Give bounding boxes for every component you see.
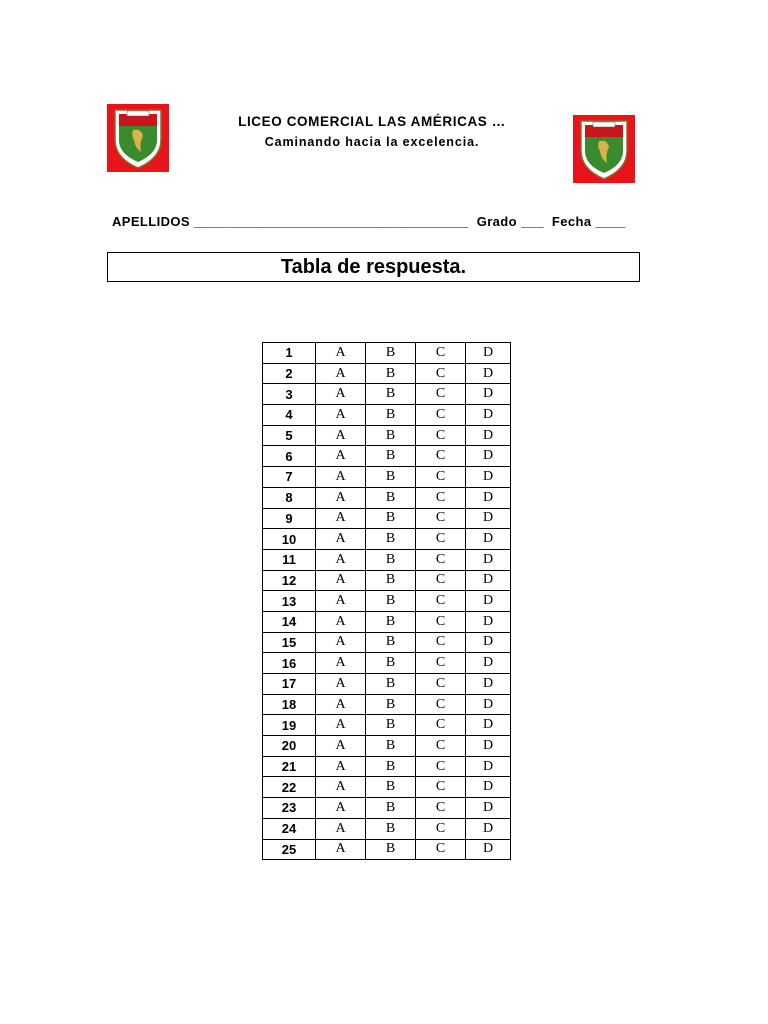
answer-option-c[interactable]: C (416, 487, 466, 508)
answer-option-c[interactable]: C (416, 363, 466, 384)
answer-option-c[interactable]: C (416, 591, 466, 612)
answer-option-a[interactable]: A (316, 570, 366, 591)
answer-option-c[interactable]: C (416, 425, 466, 446)
answer-option-d[interactable]: D (466, 487, 511, 508)
answer-option-d[interactable]: D (466, 715, 511, 736)
answer-option-a[interactable]: A (316, 756, 366, 777)
answer-option-d[interactable]: D (466, 508, 511, 529)
answer-option-d[interactable]: D (466, 384, 511, 405)
table-row (263, 446, 511, 467)
school-name: LICEO COMERCIAL LAS AMÉRICAS … (238, 114, 506, 129)
answer-option-d[interactable]: D (466, 798, 511, 819)
answer-option-d[interactable]: D (466, 405, 511, 426)
question-number: 3 (263, 384, 316, 405)
answer-option-b[interactable]: B (366, 446, 416, 467)
answer-option-a[interactable]: A (316, 549, 366, 570)
answer-option-b[interactable]: B (366, 798, 416, 819)
answer-option-b[interactable]: B (366, 632, 416, 653)
answer-option-b[interactable]: B (366, 694, 416, 715)
page-title: Tabla de respuesta. (280, 255, 467, 278)
answer-option-a[interactable]: A (316, 425, 366, 446)
answer-option-a[interactable]: A (316, 674, 366, 695)
answer-option-d[interactable]: D (466, 653, 511, 674)
answer-option-a[interactable]: A (316, 611, 366, 632)
table-row (263, 736, 511, 757)
answer-option-a[interactable]: A (316, 363, 366, 384)
question-number: 16 (263, 653, 316, 674)
answer-option-c[interactable]: C (416, 736, 466, 757)
question-number: 9 (263, 508, 316, 529)
answer-option-d[interactable]: D (466, 777, 511, 798)
answer-option-d[interactable]: D (466, 549, 511, 570)
answer-option-d[interactable]: D (466, 591, 511, 612)
table-row (263, 839, 511, 860)
table-row (263, 425, 511, 446)
answer-option-d[interactable]: D (466, 756, 511, 777)
answer-option-c[interactable]: C (416, 549, 466, 570)
answer-option-a[interactable]: A (316, 467, 366, 488)
answer-option-d[interactable]: D (466, 674, 511, 695)
answer-option-a[interactable]: A (316, 632, 366, 653)
answer-option-c[interactable]: C (416, 653, 466, 674)
answer-option-b[interactable]: B (366, 715, 416, 736)
answer-option-d[interactable]: D (466, 694, 511, 715)
question-number: 5 (263, 425, 316, 446)
question-number: 20 (263, 736, 316, 757)
answer-option-b[interactable]: B (366, 839, 416, 860)
question-number: 1 (263, 343, 316, 364)
answer-option-c[interactable]: C (416, 570, 466, 591)
question-number: 7 (263, 467, 316, 488)
answer-option-c[interactable]: C (416, 715, 466, 736)
answer-option-b[interactable]: B (366, 363, 416, 384)
answer-option-c[interactable]: C (416, 818, 466, 839)
answer-option-b[interactable]: B (366, 508, 416, 529)
answer-option-c[interactable]: C (416, 405, 466, 426)
answer-option-b[interactable]: B (366, 611, 416, 632)
answer-option-c[interactable]: C (416, 798, 466, 819)
answer-option-b[interactable]: B (366, 343, 416, 364)
answer-option-c[interactable]: C (416, 384, 466, 405)
answer-option-a[interactable]: A (316, 777, 366, 798)
answer-option-d[interactable]: D (466, 467, 511, 488)
question-number: 12 (263, 570, 316, 591)
table-row (263, 694, 511, 715)
question-number: 24 (263, 818, 316, 839)
question-number: 15 (263, 632, 316, 653)
question-number: 18 (263, 694, 316, 715)
answer-option-d[interactable]: D (466, 632, 511, 653)
answer-option-d[interactable]: D (466, 570, 511, 591)
answer-option-c[interactable]: C (416, 467, 466, 488)
answer-option-b[interactable]: B (366, 818, 416, 839)
answer-option-d[interactable]: D (466, 529, 511, 550)
question-number: 21 (263, 756, 316, 777)
answer-option-b[interactable]: B (366, 736, 416, 757)
answer-option-b[interactable]: B (366, 384, 416, 405)
question-number: 8 (263, 487, 316, 508)
answer-option-c[interactable]: C (416, 343, 466, 364)
answer-option-a[interactable]: A (316, 818, 366, 839)
question-number: 2 (263, 363, 316, 384)
answer-table-title-box (107, 252, 640, 282)
table-row (263, 384, 511, 405)
question-number: 23 (263, 798, 316, 819)
answer-option-a[interactable]: A (316, 487, 366, 508)
question-number: 22 (263, 777, 316, 798)
answer-option-d[interactable]: D (466, 736, 511, 757)
answer-option-b[interactable]: B (366, 467, 416, 488)
answer-option-b[interactable]: B (366, 425, 416, 446)
answer-option-d[interactable]: D (466, 446, 511, 467)
answer-option-a[interactable]: A (316, 405, 366, 426)
answer-option-b[interactable]: B (366, 570, 416, 591)
answer-option-c[interactable]: C (416, 508, 466, 529)
answer-option-a[interactable]: A (316, 343, 366, 364)
table-row (263, 405, 511, 426)
table-row (263, 570, 511, 591)
answer-option-b[interactable]: B (366, 674, 416, 695)
table-row (263, 756, 511, 777)
question-number: 17 (263, 674, 316, 695)
table-row (263, 632, 511, 653)
answer-option-a[interactable]: A (316, 591, 366, 612)
answer-option-a[interactable]: A (316, 715, 366, 736)
answer-table (262, 342, 511, 860)
table-row (263, 611, 511, 632)
answer-option-a[interactable]: A (316, 529, 366, 550)
answer-option-d[interactable]: D (466, 611, 511, 632)
question-number: 19 (263, 715, 316, 736)
answer-option-c[interactable]: C (416, 529, 466, 550)
table-row (263, 798, 511, 819)
answer-option-b[interactable]: B (366, 756, 416, 777)
answer-option-a[interactable]: A (316, 653, 366, 674)
school-motto: Caminando hacia la excelencia. (264, 135, 480, 149)
question-number: 13 (263, 591, 316, 612)
table-row (263, 591, 511, 612)
table-row (263, 674, 511, 695)
answer-option-c[interactable]: C (416, 694, 466, 715)
answer-option-b[interactable]: B (366, 487, 416, 508)
answer-option-c[interactable]: C (416, 632, 466, 653)
answer-option-b[interactable]: B (366, 777, 416, 798)
table-row (263, 653, 511, 674)
table-row (263, 363, 511, 384)
answer-option-b[interactable]: B (366, 529, 416, 550)
answer-option-c[interactable]: C (416, 777, 466, 798)
answer-option-d[interactable]: D (466, 839, 511, 860)
question-number: 14 (263, 611, 316, 632)
table-row (263, 343, 511, 364)
table-row (263, 487, 511, 508)
answer-option-a[interactable]: A (316, 694, 366, 715)
table-row (263, 529, 511, 550)
answer-option-c[interactable]: C (416, 674, 466, 695)
table-row (263, 508, 511, 529)
answer-option-d[interactable]: D (466, 818, 511, 839)
table-row (263, 467, 511, 488)
answer-option-a[interactable]: A (316, 384, 366, 405)
answer-option-a[interactable]: A (316, 446, 366, 467)
question-number: 4 (263, 405, 316, 426)
table-row (263, 818, 511, 839)
question-number: 25 (263, 839, 316, 860)
answer-option-d[interactable]: D (466, 363, 511, 384)
table-row (263, 777, 511, 798)
answer-option-b[interactable]: B (366, 653, 416, 674)
answer-option-d[interactable]: D (466, 425, 511, 446)
answer-option-d[interactable]: D (466, 343, 511, 364)
table-row (263, 715, 511, 736)
answer-option-a[interactable]: A (316, 839, 366, 860)
question-number: 11 (263, 549, 316, 570)
question-number: 6 (263, 446, 316, 467)
answer-option-a[interactable]: A (316, 798, 366, 819)
student-info-line: APELLIDOS ____________________________________ Grado ___ Fecha ____ (112, 214, 627, 229)
answer-option-b[interactable]: B (366, 549, 416, 570)
answer-option-a[interactable]: A (316, 508, 366, 529)
answer-option-b[interactable]: B (366, 405, 416, 426)
answer-option-a[interactable]: A (316, 736, 366, 757)
answer-option-c[interactable]: C (416, 446, 466, 467)
answer-option-c[interactable]: C (416, 611, 466, 632)
table-row (263, 549, 511, 570)
answer-option-c[interactable]: C (416, 839, 466, 860)
answer-option-c[interactable]: C (416, 756, 466, 777)
question-number: 10 (263, 529, 316, 550)
answer-option-b[interactable]: B (366, 591, 416, 612)
